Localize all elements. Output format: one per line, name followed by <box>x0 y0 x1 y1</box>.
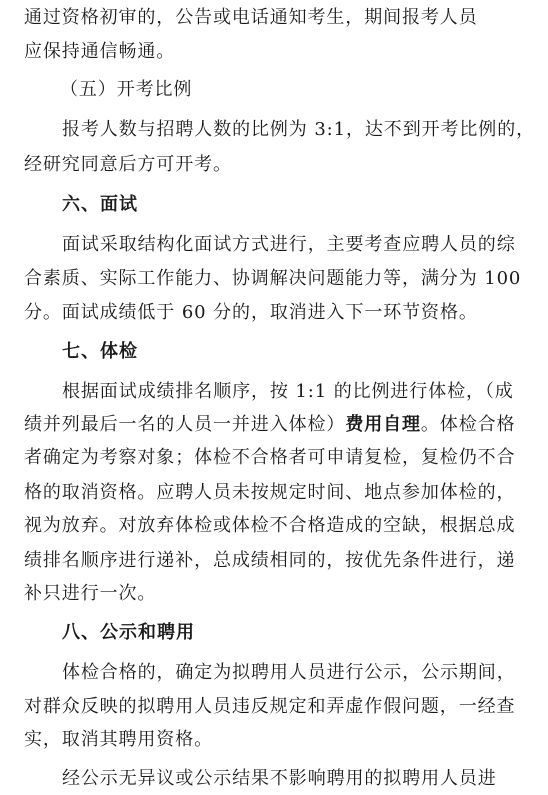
text-line-9: 分。面试成绩低于 60 分的，取消进入下一环节资格。 <box>24 302 478 323</box>
paragraph-line <box>62 233 548 257</box>
text-line-20: 对群众反映的拟聘用人员违反规定和弄虚作假问题，一经查 <box>24 696 516 717</box>
section-title-publicity: 八、公示和聘用 <box>62 622 195 643</box>
paragraph-line <box>24 695 548 719</box>
text-line-5: 经研究同意后方可开考。 <box>24 154 232 175</box>
paragraph-line <box>24 267 548 291</box>
text-line-12-end: 。体检合格 <box>420 414 516 435</box>
section-heading <box>62 340 548 364</box>
paragraph-line <box>24 301 548 325</box>
paragraph-line <box>62 661 548 685</box>
paragraph-line <box>24 40 548 64</box>
text-line-7: 面试采取结构化面试方式进行，主要考查应聘人员的综 <box>62 234 516 255</box>
text-line-16: 绩排名顺序进行递补，总成绩相同的，按优先条件进行，递 <box>24 550 516 571</box>
paragraph-line <box>24 153 548 177</box>
text-line-22: 经公示无异议或公示结果不影响聘用的拟聘用人员进 <box>62 768 497 789</box>
text-line-4: 报考人数与招聘人数的比例为 3:1，达不到开考比例的， <box>62 119 535 140</box>
subsection-title-kaikao: （五）开考比例 <box>60 79 193 100</box>
paragraph-line <box>62 767 548 791</box>
text-line-15: 视为放弃。对放弃体检或体检不合格造成的空缺，根据总成 <box>24 515 516 536</box>
paragraph-line <box>24 446 548 470</box>
text-line-13: 者确定为考察对象；体检不合格者可申请复检，复检仍不合 <box>24 447 516 468</box>
text-line-2: 应保持通信畅通。 <box>24 41 176 62</box>
fee-self-paid-text: 费用自理 <box>345 414 421 435</box>
text-line-8: 合素质、实际工作能力、协调解决问题能力等，满分为 100 <box>24 268 522 289</box>
section-heading <box>62 621 548 645</box>
text-line-19: 体检合格的，确定为拟聘用人员进行公示，公示期间， <box>62 662 516 683</box>
paragraph-line <box>24 6 548 30</box>
text-line-12: 绩并列最后一名的人员一并进入体检） <box>24 414 346 435</box>
section-title-interview: 六、面试 <box>62 194 138 215</box>
text-line-17: 补只进行一次。 <box>24 583 157 604</box>
text-line-21: 实，取消其聘用资格。 <box>24 729 213 750</box>
text-line-1: 通过资格初审的，公告或电话通知考生，期间报考人员 <box>24 7 478 28</box>
paragraph-line <box>24 582 548 606</box>
paragraph-line <box>24 481 548 505</box>
paragraph-line <box>62 380 548 404</box>
paragraph-line <box>62 118 548 142</box>
subsection-heading <box>60 78 548 102</box>
paragraph-line <box>24 413 548 437</box>
paragraph-line <box>24 514 548 538</box>
section-heading <box>62 193 548 217</box>
paragraph-line <box>24 549 548 573</box>
text-line-14: 格的取消资格。应聘人员未按规定时间、地点参加体检的， <box>24 482 516 503</box>
section-title-medical: 七、体检 <box>62 341 138 362</box>
paragraph-line <box>24 728 548 752</box>
text-line-11: 根据面试成绩排名顺序，按 1:1 的比例进行体检，（成 <box>62 381 514 402</box>
